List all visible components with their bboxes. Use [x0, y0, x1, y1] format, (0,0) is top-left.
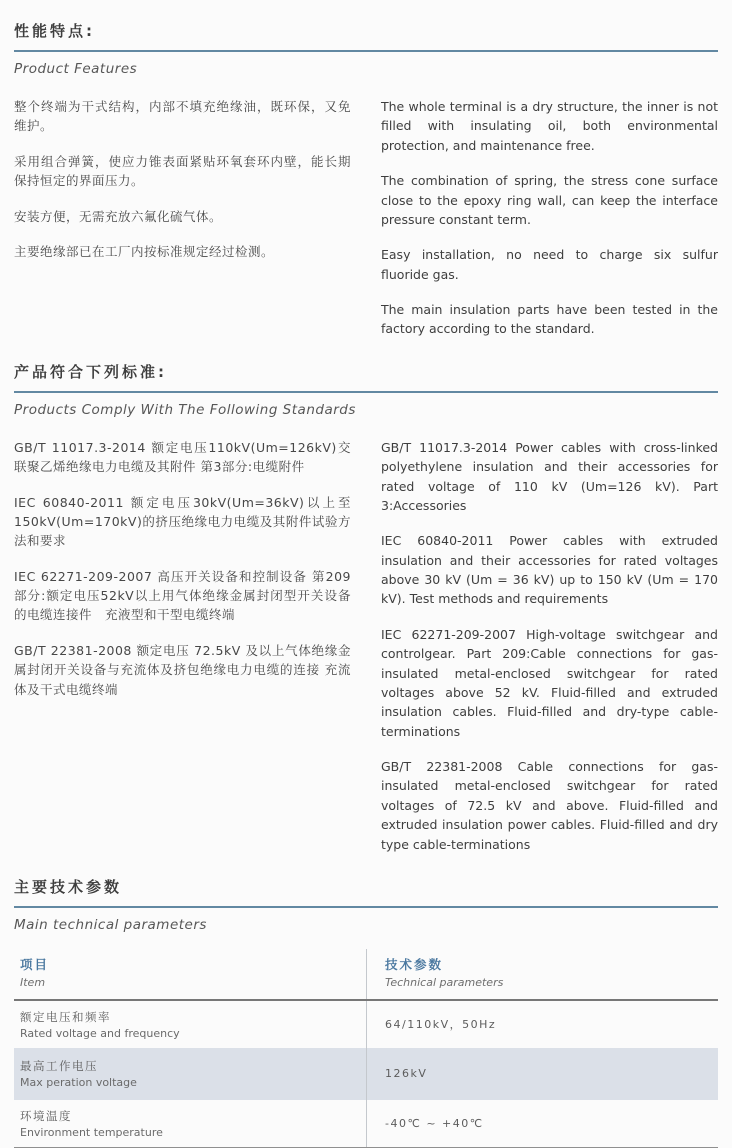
standard-paragraph-en: GB/T 11017.3-2014 Power cables with cross-linked polyethylene insulation and their accessories for rated voltage of 110 kV (Um=126 kV). Part 3:Accessories	[381, 439, 718, 513]
parameters-rule	[14, 906, 718, 908]
standard-paragraph-cn: GB/T 22381-2008 额定电压 72.5kV 及以上气体绝缘金属封闭开关设备与充流体及挤包绝缘电力电缆的连接 充流体及干式电缆终端	[14, 642, 351, 697]
table-row	[14, 1100, 718, 1147]
standards-title-cn: 产品符合下列标准:	[14, 362, 167, 381]
row-label-cn: 最高工作电压	[20, 1059, 98, 1074]
features-english-column	[381, 97, 718, 355]
parameters-title-cn: 主要技术参数	[14, 877, 123, 896]
header-param-en: Technical parameters	[385, 975, 504, 989]
header-item-cn: 项目	[20, 956, 50, 972]
row-label-cn: 环境温度	[20, 1108, 72, 1123]
row-label-en: Environment temperature	[20, 1125, 163, 1139]
features-columns	[14, 97, 718, 355]
table-row	[14, 1001, 718, 1048]
table-header-item	[14, 949, 366, 997]
row-label-cell	[14, 1001, 366, 1048]
standard-paragraph-en: IEC 60840-2011 Power cables with extruded insulation and their accessories for rated voltages above 30 kV (Um = 36 kV) up to 150 kV (Um = 170 kV). Test methods and requirements	[381, 533, 718, 607]
standard-paragraph-cn: IEC 60840-2011 额定电压30kV(Um=36kV)以上至150kV(Um=170kV)的挤压绝缘电力电缆及其附件试验方法和要求	[14, 494, 351, 549]
feature-paragraph-cn: 主要绝缘部已在工厂内按标准规定经过检测。	[14, 243, 275, 259]
standard-paragraph-en: IEC 62271-209-2007 High-voltage switchgear and controlgear. Part 209:Cable connections for gas-insulated metal-enclosed switchgear for rated voltages above 52 kV. Fluid-filled and extruded insulation cables. Fluid-filled and dry-type cable-terminations	[381, 626, 718, 739]
parameters-title-en: Main technical parameters	[14, 916, 207, 933]
row-label-cell	[14, 1050, 366, 1097]
parameters-table	[14, 949, 718, 1148]
standard-paragraph-en: GB/T 22381-2008 Cable connections for gas-insulated metal-enclosed switchgear for rated voltages of 72.5 kV and above. Fluid-filled and extruded insulation power cables. Fluid-filled and dry type cable-terminations	[381, 759, 718, 852]
standard-paragraph-cn: GB/T 11017.3-2014 额定电压110kV(Um=126kV)交联聚乙烯绝缘电力电缆及其附件 第3部分:电缆附件	[14, 439, 351, 475]
features-rule	[14, 50, 718, 52]
row-label-en: Max peration voltage	[20, 1076, 137, 1090]
row-value-cell	[366, 1100, 718, 1147]
section-standards	[14, 361, 718, 870]
features-title-en: Product Features	[14, 61, 138, 77]
features-chinese-column	[14, 97, 351, 355]
standard-paragraph-cn: IEC 62271-209-2007 高压开关设备和控制设备 第209部分:额定电压52kV以上用气体绝缘金属封闭型开关设备的电缆连接件 充液型和干型电缆终端	[14, 568, 351, 623]
section-product-features	[14, 20, 718, 355]
features-title-cn: 性能特点:	[14, 22, 95, 40]
section-parameters	[14, 876, 718, 1148]
row-value: 126kV	[385, 1067, 428, 1081]
standards-columns	[14, 438, 718, 870]
feature-paragraph-en: The combination of spring, the stress cone surface close to the epoxy ring wall, can keep the interface pressure constant term.	[381, 173, 718, 227]
feature-paragraph-en: The main insulation parts have been tested in the factory according to the standard.	[381, 302, 718, 337]
standards-english-column	[381, 438, 718, 870]
row-value: -40℃ ~ +40℃	[385, 1116, 484, 1130]
standards-rule	[14, 391, 718, 393]
row-value-cell	[366, 1048, 718, 1100]
row-label-cn: 额定电压和频率	[20, 1009, 111, 1024]
standards-chinese-column	[14, 438, 351, 870]
row-label-cell	[14, 1100, 366, 1147]
feature-paragraph-cn: 整个终端为干式结构，内部不填充绝缘油，既环保，又免维护。	[14, 99, 351, 134]
feature-paragraph-en: The whole terminal is a dry structure, the inner is not filled with insulating oil, both environmental protection, and maintenance free.	[381, 99, 718, 153]
header-item-en: Item	[20, 975, 46, 989]
row-value-cell	[366, 1001, 718, 1048]
table-row	[14, 1048, 718, 1100]
row-label-en: Rated voltage and frequency	[20, 1026, 180, 1040]
feature-paragraph-cn: 安装方便，无需充放六氟化硫气体。	[14, 208, 223, 224]
table-header-row	[14, 949, 718, 999]
table-header-parameters	[366, 949, 718, 999]
header-param-cn: 技术参数	[385, 956, 444, 972]
feature-paragraph-en: Easy installation, no need to charge six sulfur fluoride gas.	[381, 247, 718, 282]
row-value: 64/110kV，50Hz	[385, 1018, 497, 1032]
feature-paragraph-cn: 采用组合弹簧，使应力锥表面紧贴环氧套环内壁，能长期保持恒定的界面压力。	[14, 153, 351, 189]
standards-title-en: Products Comply With The Following Standards	[14, 401, 356, 418]
